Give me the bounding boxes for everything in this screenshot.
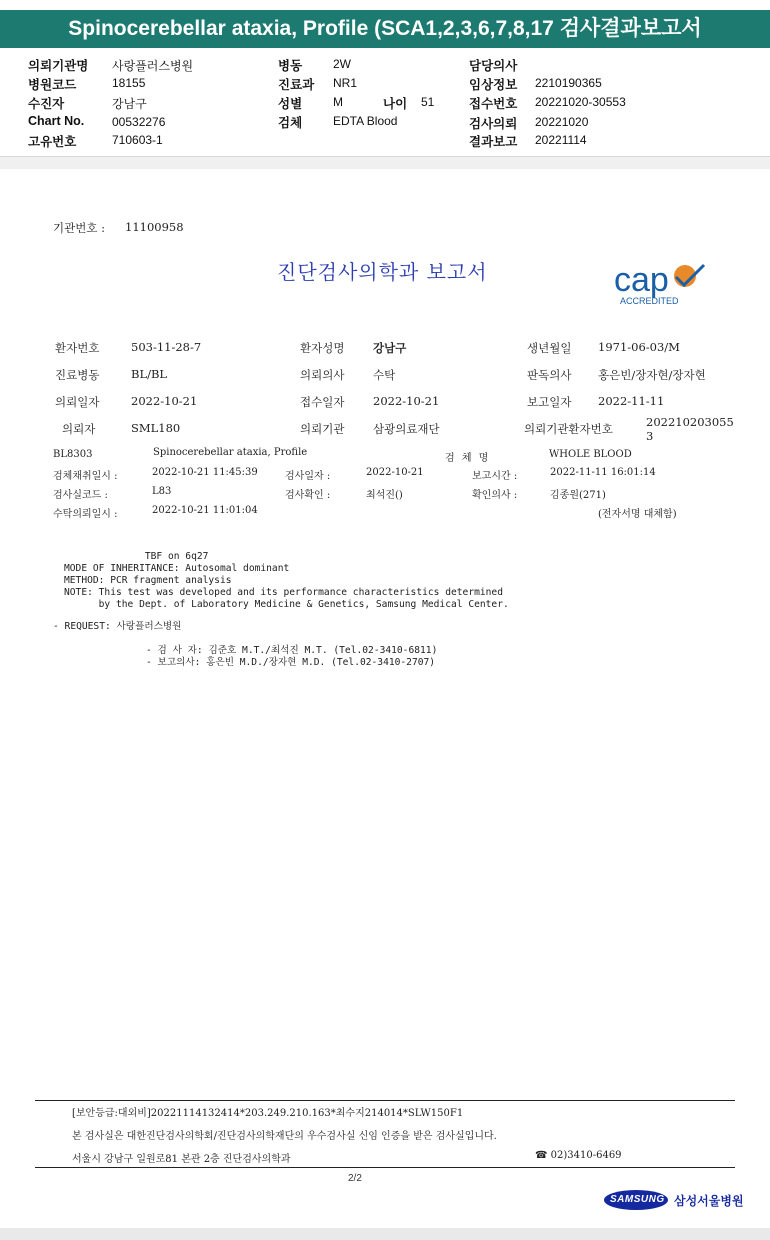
request-label: 검사의뢰 — [469, 117, 518, 131]
result-line: TBF on 6q27 — [64, 551, 209, 562]
dept-label: 진료과 — [278, 78, 315, 92]
unique-label: 고유번호 — [28, 135, 77, 149]
page-number: 2/2 — [348, 1173, 362, 1184]
requester-label: 의뢰자 — [62, 422, 96, 436]
dob-value: 1971-06-03/M — [598, 340, 680, 354]
clinical-label: 임상정보 — [469, 78, 518, 92]
security-line: [보안등급:대외비]20221114132414*203.249.210.163*최수지214014*SLW150F1 — [72, 1108, 464, 1119]
hospital-code-value: 18155 — [112, 76, 146, 90]
patient-no-label: 환자번호 — [55, 341, 100, 355]
ward-label: 병동 — [278, 59, 303, 73]
result-body — [64, 551, 509, 611]
patient-name-value: 강남구 — [373, 341, 407, 355]
specimen-label: 검체 — [278, 116, 303, 130]
request-line: - REQUEST: 사랑플러스병원 — [53, 621, 182, 632]
report-title: Spinocerebellar ataxia, Profile (SCA1,2,3,6,7,8,17 검사결과보고서 — [0, 10, 770, 48]
samsung-logo — [604, 1190, 668, 1210]
specimen-value: EDTA Blood — [333, 114, 398, 128]
test-name: Spinocerebellar ataxia, Profile — [153, 447, 308, 458]
req-doctor-value: 수탁 — [373, 368, 396, 382]
cap-checkmark-icon — [672, 263, 706, 293]
institution-no-label: 기관번호 : — [53, 221, 105, 235]
confirm-label: 검사확인 : — [285, 490, 331, 501]
consign-label: 수탁의뢰일시 : — [53, 509, 118, 520]
confirm-doctor-label: 확인의사 : — [472, 490, 518, 501]
room-code-value: L83 — [152, 486, 172, 497]
result-line: MODE OF INHERITANCE: Autosomal dominant — [64, 563, 290, 574]
receipt-date-label: 접수일자 — [300, 395, 345, 409]
collect-value: 2022-10-21 11:45:39 — [152, 467, 258, 478]
collect-label: 검체채취일시 : — [53, 471, 118, 482]
page-bottom-band — [0, 1228, 770, 1240]
dept-value: NR1 — [333, 76, 358, 90]
hospital-code-label: 병원코드 — [28, 78, 77, 92]
result-line: METHOD: PCR fragment analysis — [64, 575, 232, 586]
address-line: 서울시 강남구 일원로81 본관 2층 진단검사의학과 — [72, 1154, 291, 1165]
reader-value: 홍은빈/장자현/장자현 — [598, 368, 706, 382]
tester-line: - 검 사 자: 김준호 M.T./최석진 M.T. (Tel.02-3410-6811) — [146, 645, 438, 656]
test-date-label: 검사일자 : — [285, 471, 331, 482]
req-inst-label: 의뢰기관 — [300, 422, 345, 436]
sex-value: M — [333, 95, 343, 109]
test-code: BL8303 — [53, 449, 93, 460]
samsung-logo-text: SAMSUNG — [610, 1194, 665, 1205]
institution-label: 의뢰기관명 — [28, 59, 89, 73]
result-line: NOTE: This test was developed and its performance characteristics determined — [64, 587, 503, 598]
req-inst-value: 삼광의료재단 — [373, 422, 440, 436]
institution-value: 사랑플러스병원 — [112, 59, 194, 73]
patient-name-label: 환자성명 — [300, 341, 345, 355]
request-date-value: 2022-10-21 — [131, 394, 198, 408]
specimen-name-label: 검 체 명 — [445, 453, 489, 464]
footer-divider-top — [35, 1100, 735, 1101]
age-value: 51 — [421, 95, 435, 109]
doctor-label: 담당의사 — [469, 59, 518, 73]
patient-value: 강남구 — [112, 97, 147, 111]
cap-logo — [612, 263, 707, 309]
consign-value: 2022-10-21 11:01:04 — [152, 505, 258, 516]
confirm-value: 최석진() — [366, 490, 403, 501]
report-date-label: 보고일자 — [527, 395, 572, 409]
doc-title: 진단검사의학과 보고서 — [277, 260, 488, 284]
chart-value: 00532276 — [112, 115, 166, 129]
cap-logo-text: cap — [614, 261, 669, 299]
chart-label: Chart No. — [28, 114, 85, 128]
req-doctor-label: 의뢰의사 — [300, 368, 345, 382]
age-label: 나이 — [383, 97, 408, 111]
req-patient-no-value: 202210203055 — [646, 415, 734, 429]
receipt-date-value: 2022-10-21 — [373, 394, 440, 408]
reporter-line: - 보고의사: 홍은빈 M.D./장자현 M.D. (Tel.02-3410-2707) — [146, 657, 436, 668]
confirm-doctor-value: 김종원(271) — [550, 490, 606, 501]
report-time-label: 보고시간 : — [472, 471, 518, 482]
result-line: by the Dept. of Laboratory Medicine & Genetics, Samsung Medical Center. — [64, 599, 509, 610]
result-value: 20221114 — [535, 133, 587, 147]
report-date-value: 2022-11-11 — [598, 394, 665, 408]
sex-label: 성별 — [278, 97, 303, 111]
patient-label: 수진자 — [28, 97, 65, 111]
result-label: 결과보고 — [469, 135, 518, 149]
test-date-value: 2022-10-21 — [366, 467, 424, 478]
request-date-label: 의뢰일자 — [55, 395, 100, 409]
request-value: 20221020 — [535, 115, 589, 129]
reader-label: 판독의사 — [527, 368, 572, 382]
req-patient-no-label: 의뢰기관환자번호 — [524, 422, 613, 436]
cap-accredited-text: ACCREDITED — [620, 296, 679, 306]
patient-no-value: 503-11-28-7 — [131, 340, 202, 354]
requester-value: SML180 — [131, 421, 181, 435]
certification-line: 본 검사실은 대한진단검사의학회/진단검사의학재단의 우수검사실 신임 인증을 받은 검사실입니다. — [72, 1131, 497, 1142]
ward-label-2: 진료병동 — [55, 368, 100, 382]
footer-divider-bottom — [35, 1167, 735, 1168]
clinical-value: 2210190365 — [535, 76, 602, 90]
ward-value-2: BL/BL — [131, 367, 168, 381]
report-time-value: 2022-11-11 16:01:14 — [550, 467, 656, 478]
ward-value: 2W — [333, 57, 351, 71]
receipt-value: 20221020-30553 — [535, 95, 626, 109]
receipt-label: 접수번호 — [469, 97, 518, 111]
specimen-name-value: WHOLE BLOOD — [549, 449, 632, 460]
dob-label: 생년월일 — [527, 341, 572, 355]
hospital-name: 삼성서울병원 — [674, 1194, 744, 1208]
esign-note: (전자서명 대체함) — [598, 509, 677, 520]
req-patient-no-value-cont: 3 — [646, 429, 654, 443]
header-separator — [0, 156, 770, 169]
institution-no-value: 11100958 — [125, 220, 184, 234]
unique-value: 710603-1 — [112, 133, 163, 147]
room-code-label: 검사실코드 : — [53, 490, 108, 501]
phone-line: ☎ 02)3410-6469 — [535, 1150, 622, 1161]
